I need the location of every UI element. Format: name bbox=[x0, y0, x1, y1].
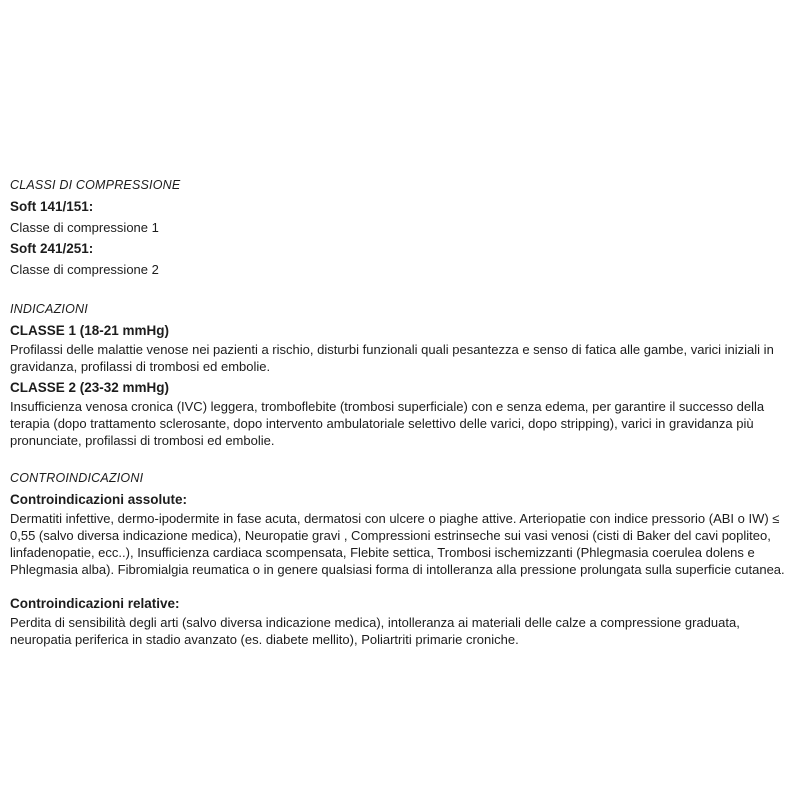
indication-item bbox=[10, 322, 790, 375]
item-label-absolute-contraindications: Controindicazioni assolute: bbox=[10, 492, 188, 507]
section-contraindications bbox=[10, 470, 790, 648]
section-heading-contraindications: CONTROINDICAZIONI bbox=[10, 471, 144, 485]
section-heading-indications: INDICAZIONI bbox=[10, 302, 88, 316]
item-label-relative-contraindications: Controindicazioni relative: bbox=[10, 596, 180, 611]
section-heading-compression-classes: CLASSI DI COMPRESSIONE bbox=[10, 178, 181, 192]
compression-class-item bbox=[10, 240, 790, 278]
section-compression-classes bbox=[10, 177, 790, 278]
item-text-relative-contraindications: Perdita di sensibilità degli arti (salvo diversa indicazione medica), intolleranza ai materiali delle calze a compressione graduata, neuropatia periferica in stadio avanzato (es. diabete mellito), Poliartriti primarie croniche. bbox=[10, 615, 740, 647]
contraindication-item bbox=[10, 595, 790, 648]
contraindication-item bbox=[10, 491, 790, 578]
item-text-absolute-contraindications: Dermatiti infettive, dermo-ipodermite in fase acuta, dermatosi con ulcere o piaghe attive. Arteriopatie con indice pressorio (ABI o IW) ≤ 0,55 (salvo diversa indicazione medica), Neuropatie gravi , Compressioni estrinseche sui vasi venosi (cisti di Baker del cavi popliteo, linfadenopatie, ecc..), Insufficienza cardiaca scompensata, Flebite settica, Trombosi ischemizzanti (Phlegmasia coerulea dolens e Phlegmasia alba). Fibromialgia reumatica o in genere qualsiasi forma di intolleranza alla pressione prolungata sulla superficie cutanea. bbox=[10, 511, 785, 577]
section-indications bbox=[10, 301, 790, 449]
indication-item bbox=[10, 379, 790, 449]
item-text-classe-2-indications: Insufficienza venosa cronica (IVC) leggera, tromboflebite (trombosi superficiale) con e senza edema, per garantire il successo della terapia (dopo trattamento sclerosante, dopo intervento ambulatoriale selettivo delle varici, dopo stripping), varici in gravidanza più pronunciate, profilassi di trombosi ed embolie. bbox=[10, 399, 765, 448]
item-label-classe-1: CLASSE 1 (18-21 mmHg) bbox=[10, 323, 170, 338]
compression-class-item bbox=[10, 198, 790, 236]
item-label-classe-2: CLASSE 2 (23-32 mmHg) bbox=[10, 380, 170, 395]
item-text-class-2: Classe di compressione 2 bbox=[10, 262, 159, 277]
item-text-class-1: Classe di compressione 1 bbox=[10, 220, 159, 235]
item-label-soft-141-151: Soft 141/151: bbox=[10, 199, 94, 214]
item-text-classe-1-indications: Profilassi delle malattie venose nei pazienti a rischio, disturbi funzionali quali pesantezza e senso di fatica alle gambe, varici iniziali in gravidanza, profilassi di trombosi ed embolie. bbox=[10, 342, 774, 374]
item-label-soft-241-251: Soft 241/251: bbox=[10, 241, 94, 256]
